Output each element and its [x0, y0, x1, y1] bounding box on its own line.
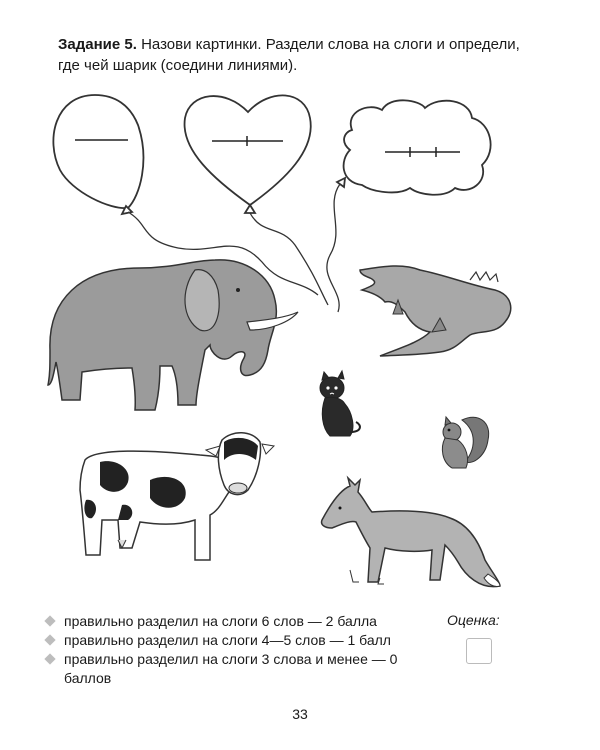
cow-picture[interactable] — [80, 433, 274, 560]
criterion-item: правильно разделил на слоги 4—5 слов — 1 балл — [44, 631, 424, 650]
squirrel-picture[interactable] — [442, 417, 488, 468]
cat-picture[interactable] — [320, 371, 360, 436]
balloon-string — [327, 184, 340, 312]
bullet-icon — [44, 653, 55, 664]
page-number: 33 — [292, 706, 308, 722]
criterion-item: правильно разделил на слоги 3 слова и менее — 0 баллов — [44, 650, 424, 688]
task-label: Задание 5. — [58, 36, 137, 53]
criterion-item: правильно разделил на слоги 6 слов — 2 балла — [44, 612, 424, 631]
grade-box[interactable] — [466, 638, 492, 664]
bullet-icon — [44, 634, 55, 645]
bullet-icon — [44, 615, 55, 626]
task-instruction: Назови картинки. Раздели слова на слоги и определи, где чей шарик (соедини линиями). — [58, 36, 520, 74]
crocodile-picture[interactable] — [360, 266, 511, 356]
elephant-picture[interactable] — [48, 260, 298, 410]
grade-label: Оценка: — [447, 612, 500, 628]
fox-picture[interactable] — [322, 478, 500, 587]
grading-criteria — [44, 612, 424, 688]
